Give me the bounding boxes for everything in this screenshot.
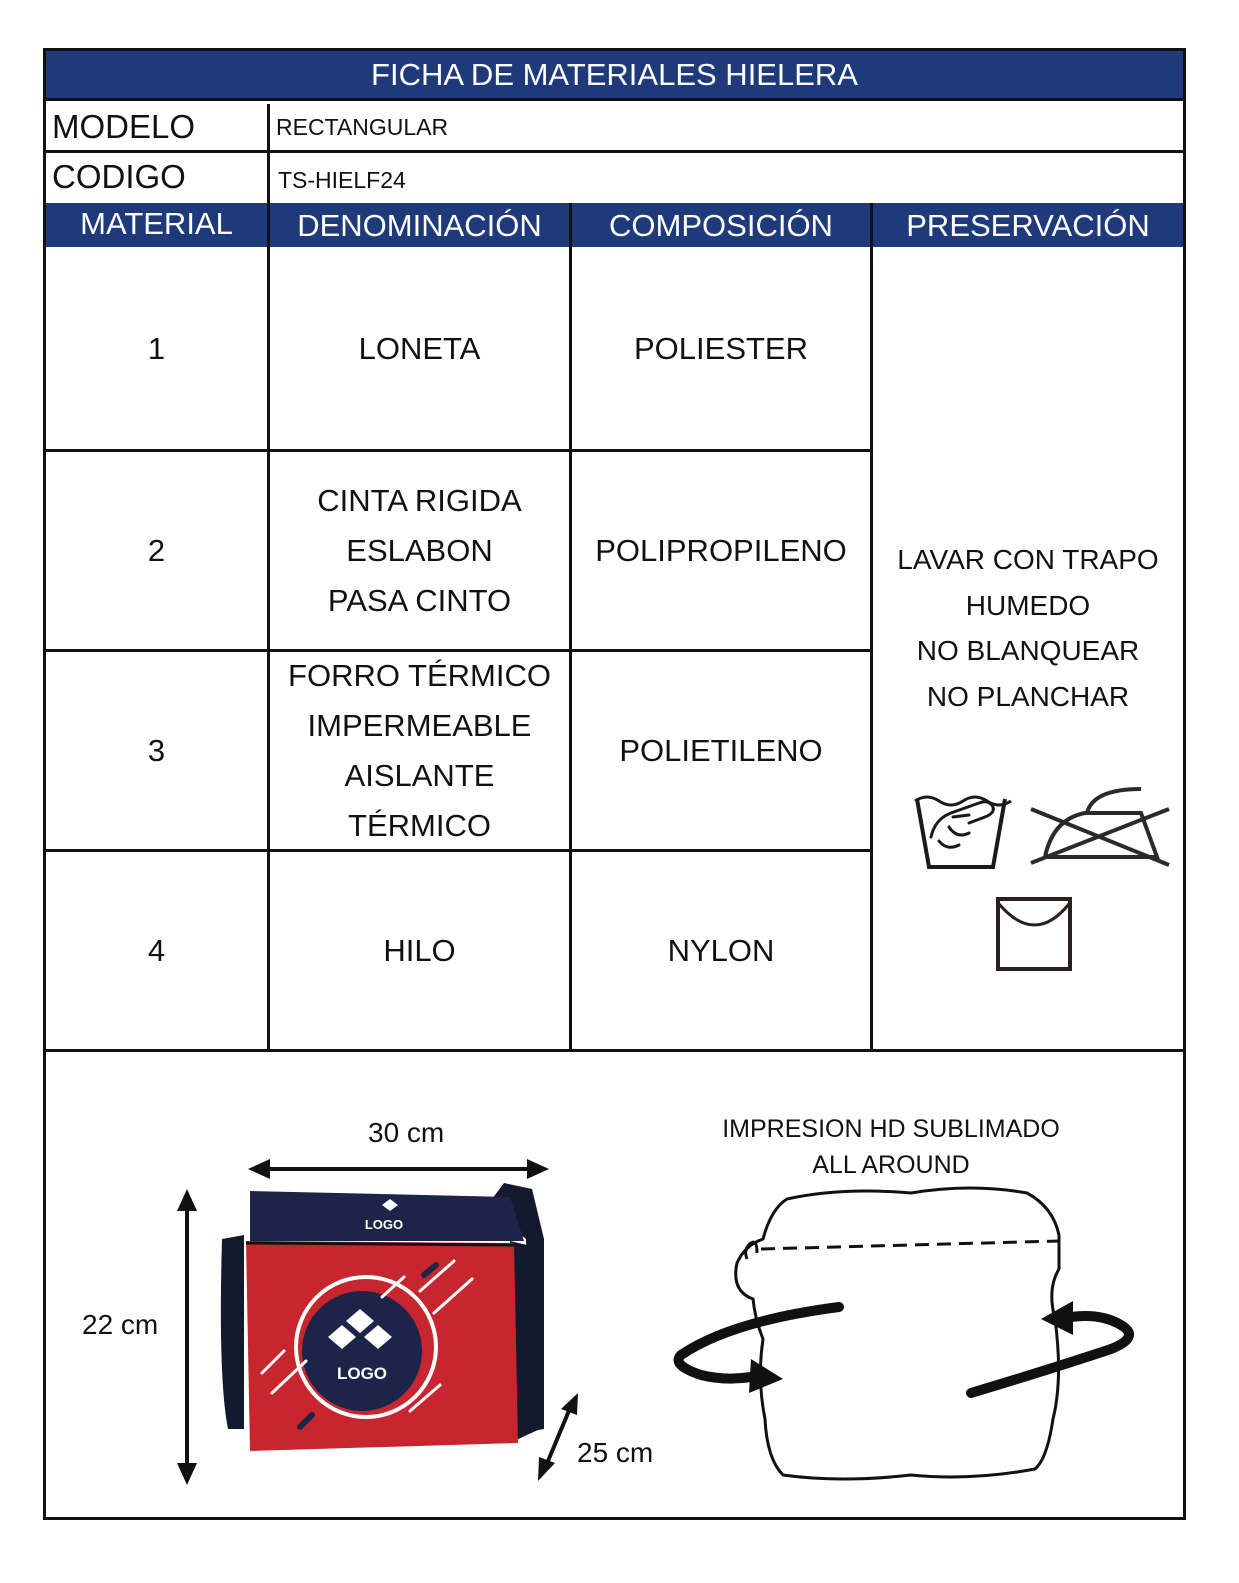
row-3-composicion: POLIETILENO: [619, 732, 823, 768]
row-2-material: 2: [147, 532, 166, 568]
column-preservacion: PRESERVACIÓN: [906, 208, 1150, 243]
column-denominacion: DENOMINACIÓN: [297, 208, 542, 243]
bag-outline-image: [671, 1179, 1141, 1489]
row-2-composicion: POLIPROPILENO: [595, 532, 847, 568]
preservation-line: NO BLANQUEAR: [916, 635, 1140, 666]
row-1-composicion: POLIESTER: [634, 331, 808, 366]
model-value: RECTANGULAR: [276, 113, 449, 140]
row-4-denominacion: [270, 852, 569, 1049]
row-3-denominacion: [270, 652, 569, 849]
row-4-composicion: NYLON: [667, 932, 775, 968]
denominacion-line: AISLANTE: [344, 757, 495, 793]
no-iron-icon: [1023, 783, 1173, 869]
materials-sheet: [43, 48, 1186, 1520]
denominacion-line: HILO: [383, 932, 456, 968]
model-label: MODELO: [52, 108, 196, 145]
denominacion-line: CINTA RIGIDA: [317, 482, 522, 518]
column-composicion: COMPOSICIÓN: [609, 208, 833, 243]
column-material: MATERIAL: [80, 206, 233, 241]
depth-dimension: 25 cm: [577, 1437, 654, 1468]
row-4-material: 4: [147, 932, 166, 968]
hand-wash-icon: [913, 781, 1013, 873]
height-dimension: 22 cm: [82, 1309, 159, 1340]
preservation-instructions: [873, 537, 1183, 719]
denominacion-line: PASA CINTO: [327, 582, 512, 618]
row-3-material: 3: [147, 732, 166, 768]
row-2-denominacion: [270, 452, 569, 649]
logo-text-main: LOGO: [336, 1364, 388, 1383]
denominacion-line: IMPERMEABLE: [307, 707, 532, 743]
denominacion-line: FORRO TÉRMICO: [288, 657, 551, 693]
preservation-line: HUMEDO: [965, 589, 1091, 621]
row-1-material: 1: [147, 331, 166, 366]
sheet-title: FICHA DE MATERIALES HIELERA: [46, 51, 1183, 101]
cooler-bag-image: [214, 1179, 549, 1481]
width-dimension: 30 cm: [368, 1117, 445, 1148]
print-note-line: ALL AROUND: [812, 1151, 970, 1179]
code-value: TS-HIELF24: [278, 166, 406, 193]
preservation-line: LAVAR CON TRAPO: [897, 544, 1159, 575]
height-arrow-icon: [172, 1187, 202, 1487]
denominacion-line: TÉRMICO: [348, 807, 491, 843]
code-label: CODIGO: [52, 158, 186, 195]
line-dry-icon: [995, 896, 1075, 972]
denominacion-line: LONETA: [358, 331, 481, 366]
print-note-line: IMPRESION HD SUBLIMADO: [722, 1115, 1060, 1143]
logo-text-top: LOGO: [364, 1217, 404, 1232]
denominacion-line: ESLABON: [346, 532, 493, 568]
row-1-denominacion: [270, 249, 569, 449]
preservation-line: NO PLANCHAR: [926, 680, 1130, 712]
print-note: [706, 1111, 1076, 1183]
